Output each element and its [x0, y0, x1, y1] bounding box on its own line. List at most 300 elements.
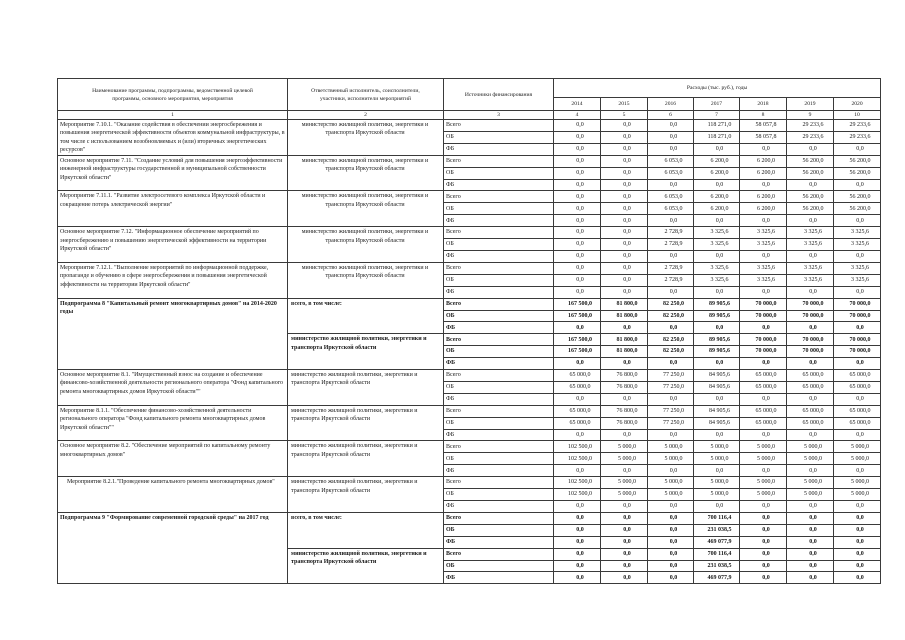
expense-value: 0,0: [554, 322, 601, 334]
expense-value: 70 000,0: [787, 334, 834, 346]
funding-source: Всего: [444, 512, 554, 524]
expense-value: 89 905,6: [694, 298, 740, 310]
expense-value: 84 905,6: [694, 381, 740, 393]
expense-value: 84 905,6: [694, 417, 740, 429]
header-year: 2014: [554, 98, 601, 111]
expense-value: 469 077,9: [694, 572, 740, 584]
header-responsible: Ответственный исполнитель, соисполнители, участники, исполнители мероприятий: [288, 79, 444, 111]
program-item-name: Основное мероприятие 8.2. "Обеспечение мероприятий по капитальному ремонту многоквартирных домов": [60, 443, 271, 458]
expense-value: 0,0: [554, 227, 601, 239]
responsible-cell: [288, 298, 444, 334]
expense-value: 6 053,0: [648, 155, 694, 167]
program-item-cell: [58, 227, 288, 263]
expense-value: 0,0: [787, 286, 834, 298]
funding-source: Всего: [444, 298, 554, 310]
program-item-name: Основное мероприятие 7.12. "Информационное обеспечение мероприятий по энергосбережению и повышению энергетической эффективности на территории Иркутской области": [60, 229, 267, 252]
expense-value: 6 053,0: [648, 167, 694, 179]
expense-value: 0,0: [694, 465, 740, 477]
funding-source: ОБ: [444, 346, 554, 358]
expense-value: 3 325,6: [740, 262, 787, 274]
table-body: [58, 120, 881, 584]
funding-source: Всего: [444, 370, 554, 382]
expense-value: 3 325,6: [694, 274, 740, 286]
expense-value: 56 200,0: [834, 155, 881, 167]
expense-value: 3 325,6: [694, 262, 740, 274]
expense-value: 6 200,0: [740, 191, 787, 203]
expense-value: 70 000,0: [740, 334, 787, 346]
expense-value: 0,0: [601, 179, 648, 191]
responsible-cell: [288, 155, 444, 191]
expense-value: 0,0: [740, 465, 787, 477]
expense-value: 0,0: [834, 512, 881, 524]
expense-value: 0,0: [787, 179, 834, 191]
expense-value: 0,0: [787, 358, 834, 370]
expense-value: 0,0: [554, 179, 601, 191]
funding-source: Всего: [444, 191, 554, 203]
funding-source: ОБ: [444, 310, 554, 322]
expense-value: 0,0: [694, 322, 740, 334]
table-row: [58, 155, 881, 167]
funding-source: ФБ: [444, 501, 554, 513]
expense-value: 0,0: [648, 536, 694, 548]
program-item-name: Мероприятие 7.11.1. "Развитие электросетевого комплекса Иркутской области и сокращение потерь электрической энергии": [60, 193, 266, 208]
expense-value: 70 000,0: [834, 346, 881, 358]
expense-value: 65 000,0: [554, 405, 601, 417]
expense-value: 65 000,0: [834, 381, 881, 393]
responsible-executor: всего, в том числе:: [291, 300, 342, 307]
expense-value: 5 000,0: [601, 441, 648, 453]
expense-value: 0,0: [648, 120, 694, 132]
expense-value: 0,0: [601, 286, 648, 298]
expense-value: 5 000,0: [834, 453, 881, 465]
table-row: [58, 405, 881, 417]
expense-value: 0,0: [648, 393, 694, 405]
table-row: [58, 120, 881, 132]
expense-value: 29 233,6: [834, 131, 881, 143]
expense-value: 3 325,6: [834, 239, 881, 251]
expense-value: 0,0: [694, 250, 740, 262]
expense-value: 70 000,0: [787, 310, 834, 322]
responsible-executor: министерство жилищной политики, энергетики и транспорта Иркутской области: [291, 336, 427, 351]
expense-value: 3 325,6: [834, 274, 881, 286]
expense-value: 0,0: [740, 286, 787, 298]
expense-value: 0,0: [554, 286, 601, 298]
expense-value: 0,0: [601, 358, 648, 370]
expense-value: 65 000,0: [554, 370, 601, 382]
responsible-executor: министерство жилищной политики, энергетики и транспорта Иркутской области: [291, 479, 418, 494]
expense-value: 58 057,8: [740, 131, 787, 143]
expense-value: 65 000,0: [554, 417, 601, 429]
expense-value: 29 233,6: [787, 131, 834, 143]
expense-value: 56 200,0: [787, 203, 834, 215]
expense-value: 6 200,0: [740, 155, 787, 167]
expense-value: 0,0: [787, 215, 834, 227]
responsible-executor: министерство жилищной политики, энергетики и транспорта Иркутской области: [291, 550, 427, 566]
expense-value: 5 000,0: [834, 489, 881, 501]
expense-value: 0,0: [554, 429, 601, 441]
expense-value: 0,0: [740, 215, 787, 227]
responsible-executor: министерство жилищной политики, энергетики и транспорта Иркутской области: [301, 264, 429, 280]
expense-value: 0,0: [648, 358, 694, 370]
funding-source: ОБ: [444, 381, 554, 393]
expense-value: 167 500,0: [554, 310, 601, 322]
expense-value: 5 000,0: [601, 453, 648, 465]
expense-value: 76 800,0: [601, 370, 648, 382]
expense-value: 5 000,0: [694, 441, 740, 453]
expense-value: 0,0: [601, 167, 648, 179]
expense-value: 0,0: [694, 179, 740, 191]
funding-source: ФБ: [444, 572, 554, 584]
expense-value: 0,0: [601, 227, 648, 239]
expense-value: 82 250,0: [648, 310, 694, 322]
expense-value: 0,0: [694, 215, 740, 227]
expense-value: 0,0: [648, 429, 694, 441]
expense-value: 84 905,6: [694, 370, 740, 382]
header-year: 2015: [601, 98, 648, 111]
header-column-number: 5: [601, 111, 648, 120]
header-year: 2020: [834, 98, 881, 111]
financing-table: [57, 78, 881, 584]
table-row: [58, 191, 881, 203]
program-item-cell: [58, 512, 288, 583]
expense-value: 3 325,6: [787, 227, 834, 239]
expense-value: 6 200,0: [694, 203, 740, 215]
expense-value: 0,0: [834, 548, 881, 560]
expense-value: 6 200,0: [694, 155, 740, 167]
responsible-executor: министерство жилищной политики, энергетики и транспорта Иркутской области: [301, 193, 429, 208]
expense-value: 3 325,6: [740, 239, 787, 251]
table-row: [58, 477, 881, 489]
expense-value: 0,0: [648, 548, 694, 560]
expense-value: 0,0: [554, 262, 601, 274]
expense-value: 3 325,6: [787, 274, 834, 286]
expense-value: 58 057,8: [740, 120, 787, 132]
expense-value: 89 905,6: [694, 346, 740, 358]
expense-value: 56 200,0: [834, 167, 881, 179]
funding-source: ФБ: [444, 358, 554, 370]
expense-value: 5 000,0: [787, 489, 834, 501]
expense-value: 0,0: [787, 393, 834, 405]
funding-source: Всего: [444, 227, 554, 239]
expense-value: 0,0: [834, 536, 881, 548]
expense-value: 0,0: [787, 465, 834, 477]
expense-value: 0,0: [740, 536, 787, 548]
expense-value: 5 000,0: [648, 453, 694, 465]
expense-value: 0,0: [834, 179, 881, 191]
expense-value: 0,0: [554, 215, 601, 227]
expense-value: 5 000,0: [648, 441, 694, 453]
responsible-cell: [288, 227, 444, 263]
header-year: 2016: [648, 98, 694, 111]
expense-value: 0,0: [740, 572, 787, 584]
header-year: 2018: [740, 98, 787, 111]
program-item-cell: [58, 262, 288, 298]
funding-source: Всего: [444, 155, 554, 167]
expense-value: 118 271,0: [694, 120, 740, 132]
expense-value: 0,0: [740, 393, 787, 405]
expense-value: 0,0: [648, 286, 694, 298]
expense-value: 56 200,0: [834, 203, 881, 215]
expense-value: 76 800,0: [601, 405, 648, 417]
header-column-number: 6: [648, 111, 694, 120]
funding-source: ФБ: [444, 250, 554, 262]
expense-value: 77 250,0: [648, 381, 694, 393]
header-column-number: 2: [288, 111, 444, 120]
expense-value: 0,0: [787, 322, 834, 334]
expense-value: 167 500,0: [554, 298, 601, 310]
header-column-number: 10: [834, 111, 881, 120]
expense-value: 0,0: [787, 560, 834, 572]
expense-value: 0,0: [787, 548, 834, 560]
expense-value: 0,0: [601, 262, 648, 274]
expense-value: 0,0: [740, 322, 787, 334]
expense-value: 5 000,0: [648, 489, 694, 501]
expense-value: 0,0: [601, 512, 648, 524]
responsible-cell: [288, 477, 444, 513]
funding-source: ОБ: [444, 489, 554, 501]
expense-value: 5 000,0: [834, 477, 881, 489]
program-item-cell: [58, 477, 288, 513]
expense-value: 3 325,6: [694, 227, 740, 239]
expense-value: 3 325,6: [740, 274, 787, 286]
expense-value: 3 325,6: [834, 227, 881, 239]
expense-value: 0,0: [554, 512, 601, 524]
program-item-name: Подпрограмма 9 "Формирование современной городской среды" на 2017 год: [60, 514, 269, 521]
funding-source: ОБ: [444, 560, 554, 572]
program-item-cell: [58, 155, 288, 191]
expense-value: 0,0: [601, 548, 648, 560]
responsible-cell: [288, 441, 444, 477]
table-row: [58, 298, 881, 310]
expense-value: 70 000,0: [834, 334, 881, 346]
expense-value: 5 000,0: [787, 453, 834, 465]
table-row: [58, 370, 881, 382]
expense-value: 70 000,0: [834, 310, 881, 322]
expense-value: 5 000,0: [601, 477, 648, 489]
funding-source: ОБ: [444, 274, 554, 286]
header-column-number: 7: [694, 111, 740, 120]
program-item-cell: [58, 441, 288, 477]
expense-value: 65 000,0: [740, 417, 787, 429]
expense-value: 77 250,0: [648, 405, 694, 417]
responsible-executor: всего, в том числе:: [291, 514, 342, 521]
expense-value: 0,0: [787, 143, 834, 155]
expense-value: 102 500,0: [554, 489, 601, 501]
expense-value: 29 233,6: [787, 120, 834, 132]
expense-value: 77 250,0: [648, 370, 694, 382]
expense-value: 0,0: [648, 143, 694, 155]
table-row: [58, 227, 881, 239]
expense-value: 0,0: [601, 274, 648, 286]
expense-value: 0,0: [554, 143, 601, 155]
expense-value: 0,0: [601, 501, 648, 513]
expense-value: 65 000,0: [787, 370, 834, 382]
funding-source: ОБ: [444, 524, 554, 536]
expense-value: 0,0: [648, 131, 694, 143]
expense-value: 118 271,0: [694, 131, 740, 143]
expense-value: 6 053,0: [648, 203, 694, 215]
expense-value: 2 728,9: [648, 227, 694, 239]
expense-value: 3 325,6: [694, 239, 740, 251]
expense-value: 2 728,9: [648, 274, 694, 286]
responsible-cell: [288, 548, 444, 584]
expense-value: 56 200,0: [787, 155, 834, 167]
expense-value: 81 800,0: [601, 298, 648, 310]
header-column-number: 8: [740, 111, 787, 120]
expense-value: 102 500,0: [554, 477, 601, 489]
expense-value: 0,0: [601, 143, 648, 155]
expense-value: 469 077,9: [694, 536, 740, 548]
expense-value: 0,0: [554, 250, 601, 262]
header-program-name: Наименование программы, подпрограммы, ведомственной целевой программы, основного мероприятия, мероприятия: [58, 79, 288, 111]
expense-value: 65 000,0: [834, 405, 881, 417]
expense-value: 0,0: [648, 322, 694, 334]
expense-value: 76 800,0: [601, 417, 648, 429]
expense-value: 70 000,0: [834, 298, 881, 310]
expense-value: 81 800,0: [601, 310, 648, 322]
expense-value: 70 000,0: [787, 346, 834, 358]
expense-value: 0,0: [694, 501, 740, 513]
program-item-cell: [58, 298, 288, 369]
expense-value: 2 728,9: [648, 239, 694, 251]
expense-value: 0,0: [834, 143, 881, 155]
table-row: [58, 441, 881, 453]
funding-source: Всего: [444, 334, 554, 346]
responsible-cell: [288, 262, 444, 298]
expense-value: 0,0: [740, 560, 787, 572]
expense-value: 0,0: [834, 393, 881, 405]
expense-value: 0,0: [834, 358, 881, 370]
expense-value: 5 000,0: [740, 453, 787, 465]
program-item-cell: [58, 120, 288, 156]
expense-value: 65 000,0: [834, 370, 881, 382]
expense-value: 81 800,0: [601, 334, 648, 346]
expense-value: 0,0: [601, 560, 648, 572]
expense-value: 0,0: [601, 429, 648, 441]
expense-value: 0,0: [554, 358, 601, 370]
expense-value: 0,0: [834, 572, 881, 584]
expense-value: 2 728,9: [648, 262, 694, 274]
expense-value: 0,0: [601, 239, 648, 251]
expense-value: 5 000,0: [787, 441, 834, 453]
responsible-cell: [288, 120, 444, 156]
funding-source: ОБ: [444, 453, 554, 465]
funding-source: ФБ: [444, 215, 554, 227]
expense-value: 102 500,0: [554, 453, 601, 465]
expense-value: 0,0: [554, 131, 601, 143]
funding-source: ОБ: [444, 167, 554, 179]
funding-source: ФБ: [444, 322, 554, 334]
expense-value: 0,0: [740, 524, 787, 536]
expense-value: 0,0: [787, 512, 834, 524]
funding-source: Всего: [444, 441, 554, 453]
expense-value: 0,0: [834, 322, 881, 334]
funding-source: Всего: [444, 262, 554, 274]
expense-value: 5 000,0: [740, 489, 787, 501]
funding-source: Всего: [444, 477, 554, 489]
expense-value: 65 000,0: [834, 417, 881, 429]
funding-source: Всего: [444, 120, 554, 132]
header-year: 2017: [694, 98, 740, 111]
program-item-name: Подпрограмма 8 "Капитальный ремонт многоквартирных домов" на 2014-2020 годы: [60, 300, 277, 315]
expense-value: 0,0: [648, 215, 694, 227]
program-item-name: Основное мероприятие 8.1. "Имущественный взнос на создание и обеспечение финансово-хозяйственной деятельности регионального оператора "Фонд капитального ремонта многоквартирных домов Иркутской области"": [60, 372, 284, 395]
expense-value: 0,0: [787, 524, 834, 536]
program-item-cell: [58, 405, 288, 441]
expense-value: 5 000,0: [834, 441, 881, 453]
expense-value: 0,0: [601, 465, 648, 477]
responsible-executor: министерство жилищной политики, энергетики и транспорта Иркутской области: [291, 443, 418, 458]
funding-source: ОБ: [444, 239, 554, 251]
expense-value: 700 116,4: [694, 548, 740, 560]
expense-value: 0,0: [694, 358, 740, 370]
expense-value: 70 000,0: [740, 310, 787, 322]
funding-source: ФБ: [444, 393, 554, 405]
expense-value: 3 325,6: [834, 262, 881, 274]
expense-value: 82 250,0: [648, 346, 694, 358]
expense-value: 0,0: [834, 429, 881, 441]
responsible-executor: министерство жилищной политики, энергетики и транспорта Иркутской области: [291, 372, 418, 387]
table-row: [58, 512, 881, 524]
responsible-cell: [288, 334, 444, 370]
funding-source: ФБ: [444, 429, 554, 441]
expense-value: 0,0: [834, 524, 881, 536]
column-numbers-row: [58, 111, 881, 120]
expense-value: 0,0: [601, 322, 648, 334]
responsible-executor: министерство жилищной политики, энергетики и транспорта Иркутской области: [291, 407, 418, 423]
expense-value: 0,0: [648, 524, 694, 536]
program-item-name: Мероприятие 7.12.1. "Выполнение мероприятий по информационной поддержке, пропаганде и обучению в сфере энергосбережения и повышения энергетической эффективности на территории Иркутской области": [60, 264, 269, 288]
expense-value: 77 250,0: [648, 417, 694, 429]
table-row: [58, 262, 881, 274]
expense-value: 82 250,0: [648, 298, 694, 310]
expense-value: 0,0: [787, 536, 834, 548]
expense-value: 6 200,0: [740, 203, 787, 215]
expense-value: 0,0: [601, 572, 648, 584]
expense-value: 0,0: [694, 393, 740, 405]
program-item-name: Основное мероприятие 7.11. "Создание условий для повышения энергоэффективности инженерной инфраструктуры государственной и муниципальной собственности Иркутской области": [60, 157, 283, 181]
expense-value: 0,0: [648, 572, 694, 584]
responsible-cell: [288, 405, 444, 441]
expense-value: 56 200,0: [787, 167, 834, 179]
expense-value: 0,0: [554, 572, 601, 584]
expense-value: 0,0: [648, 512, 694, 524]
expense-value: 0,0: [554, 393, 601, 405]
expense-value: 0,0: [694, 143, 740, 155]
responsible-executor: министерство жилищной политики, энергетики и транспорта Иркутской области: [301, 122, 429, 137]
expense-value: 0,0: [601, 250, 648, 262]
expense-value: 5 000,0: [740, 441, 787, 453]
funding-source: Всего: [444, 405, 554, 417]
expense-value: 5 000,0: [694, 477, 740, 489]
expense-value: 167 500,0: [554, 334, 601, 346]
expense-value: 0,0: [601, 191, 648, 203]
expense-value: 3 325,6: [740, 227, 787, 239]
expense-value: 0,0: [740, 429, 787, 441]
expense-value: 0,0: [554, 560, 601, 572]
expense-value: 6 200,0: [694, 191, 740, 203]
expense-value: 0,0: [648, 465, 694, 477]
funding-source: ФБ: [444, 536, 554, 548]
expense-value: 56 200,0: [787, 191, 834, 203]
expense-value: 5 000,0: [694, 489, 740, 501]
expense-value: 0,0: [694, 429, 740, 441]
expense-value: 0,0: [554, 465, 601, 477]
header-column-number: 4: [554, 111, 601, 120]
table-header: [58, 79, 881, 120]
expense-value: 89 905,6: [694, 310, 740, 322]
expense-value: 700 116,4: [694, 512, 740, 524]
